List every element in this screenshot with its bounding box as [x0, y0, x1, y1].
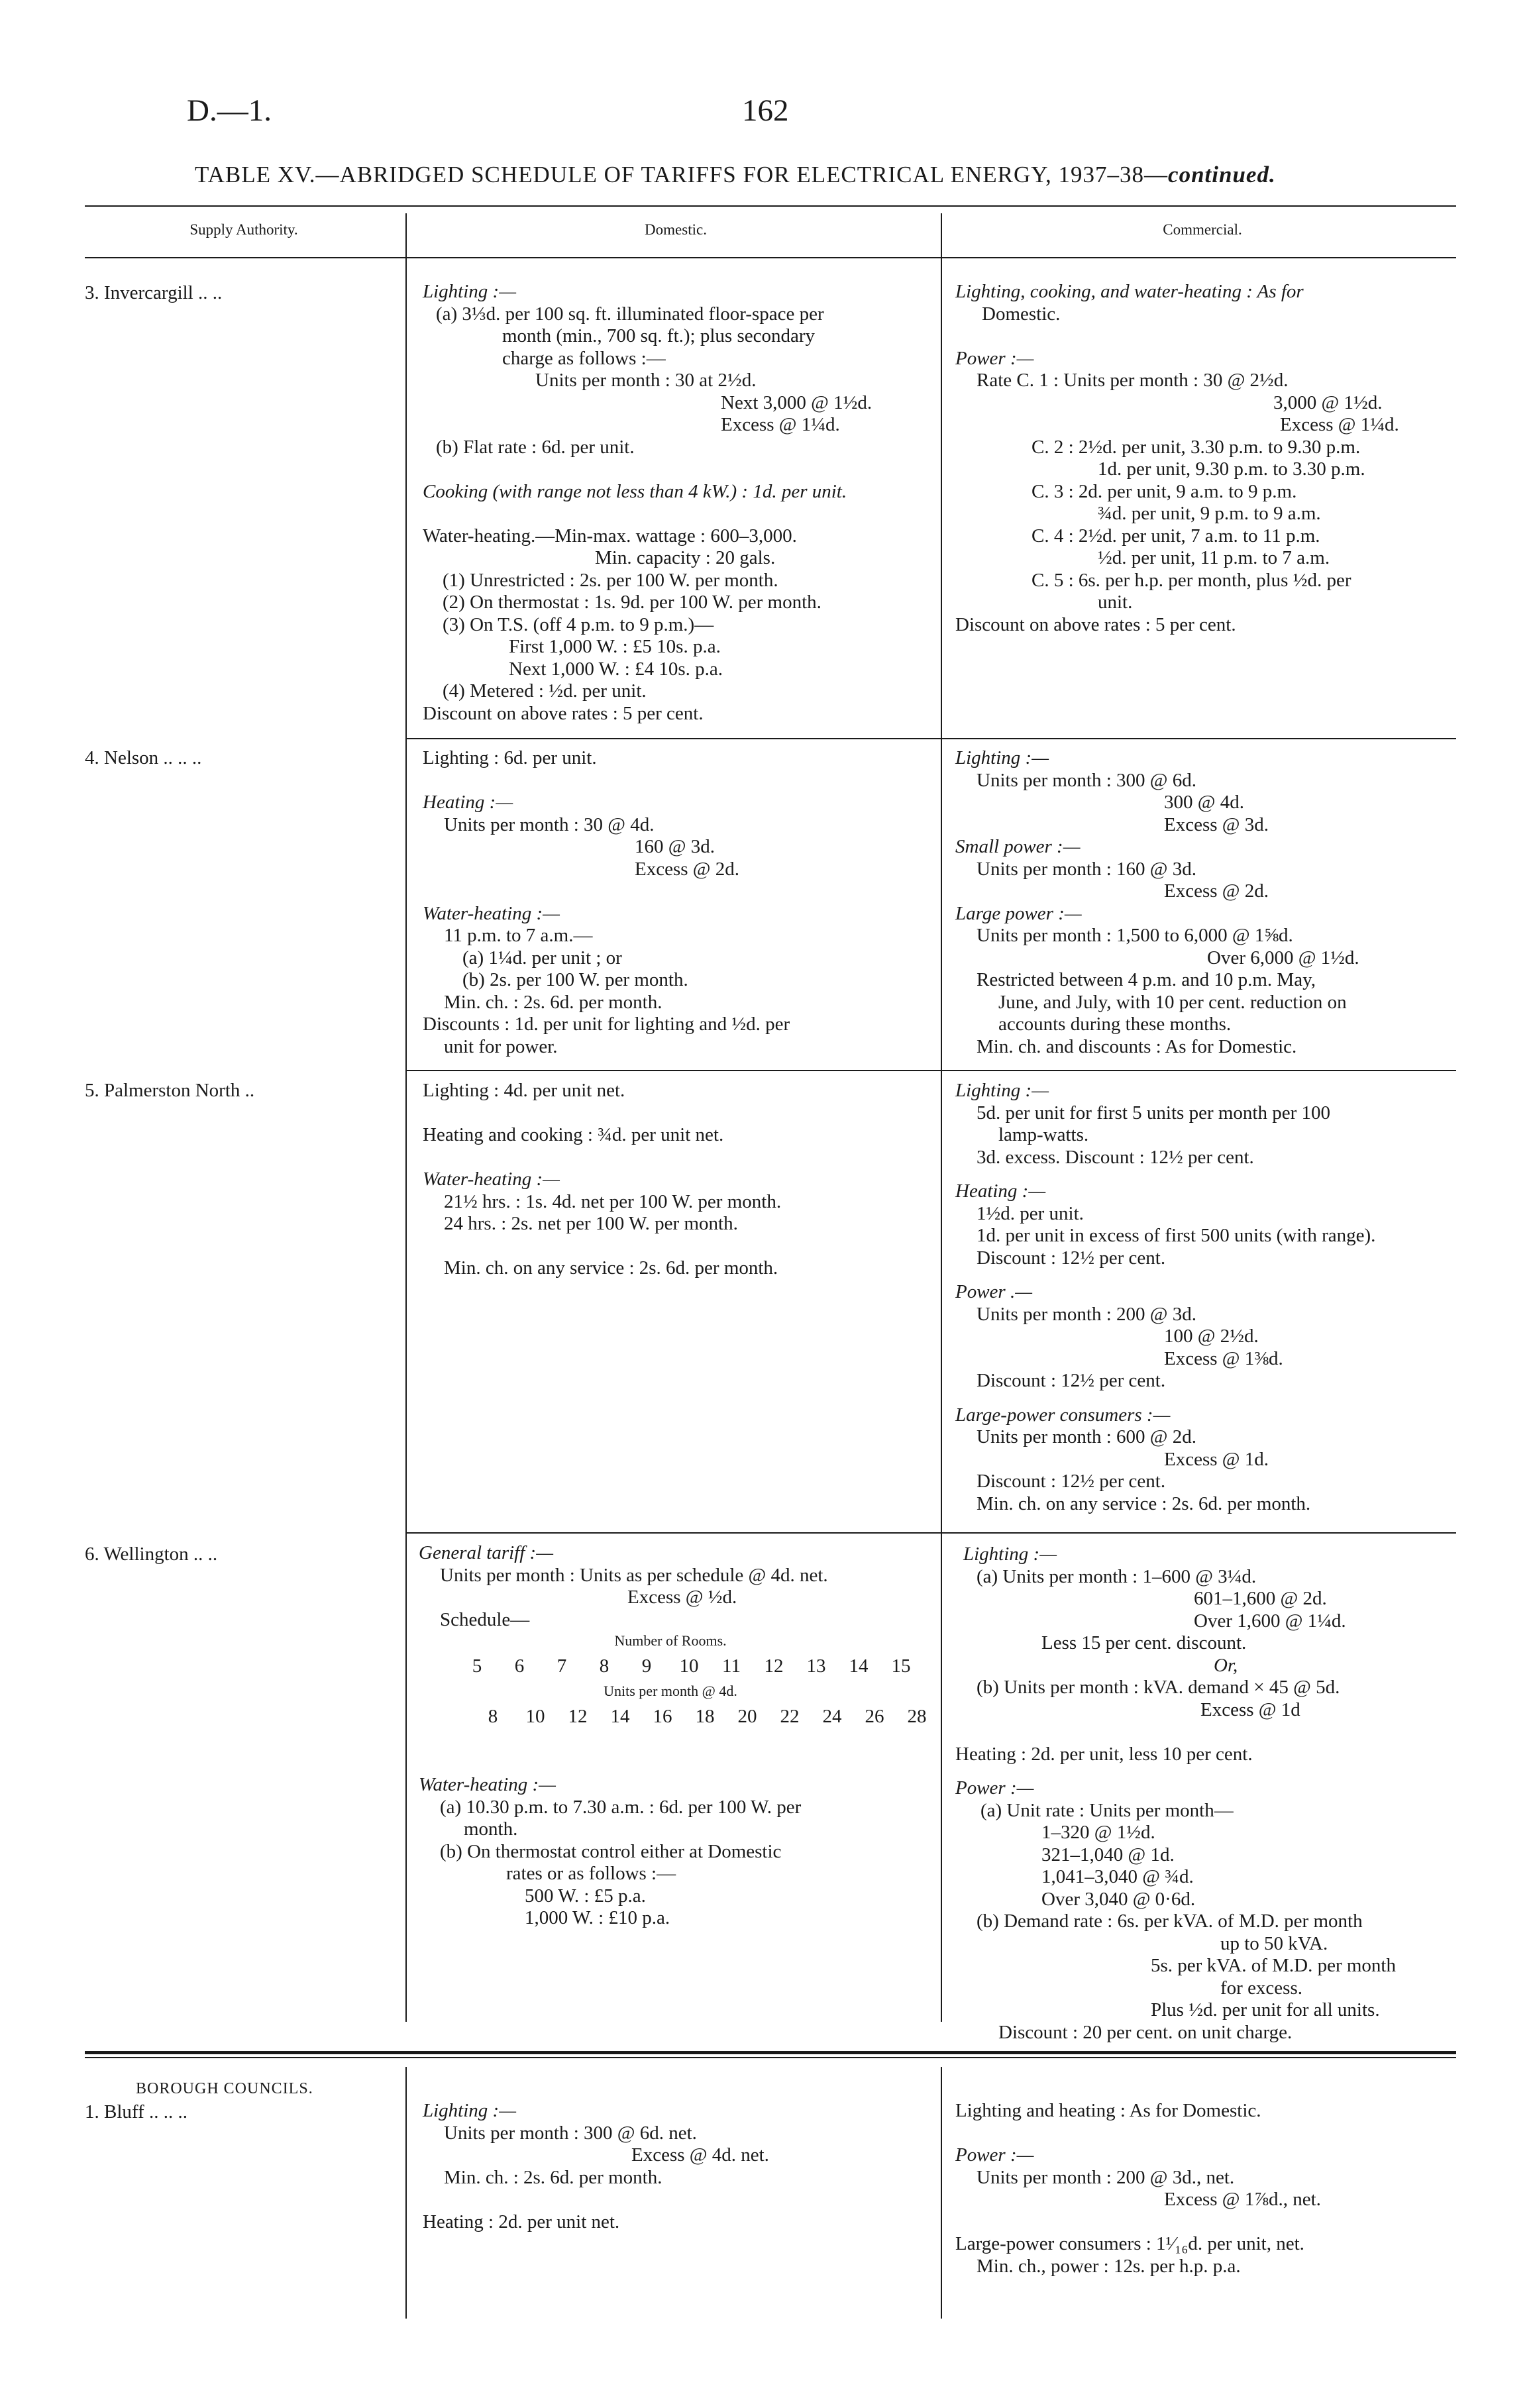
- text-line: Units per month : 160 @ 3d.: [977, 858, 1196, 880]
- text-line: Heating :—: [423, 792, 513, 813]
- text-line: Heating :—: [955, 1180, 1046, 1202]
- text-line: month.: [464, 1818, 518, 1840]
- section-rule-thick: [85, 2051, 1456, 2054]
- text-line: (b) Units per month : kVA. demand × 45 @ 5d.: [977, 1677, 1340, 1698]
- text-line: Lighting : 4d. per unit net.: [423, 1080, 625, 1101]
- text-line: 5d. per unit for first 5 units per month per 100: [977, 1102, 1330, 1124]
- text-line: Excess @ 2d.: [635, 858, 739, 880]
- commercial-palmerston-north: [955, 1080, 1375, 1515]
- text-line: Lighting :—: [423, 2100, 516, 2121]
- spacer: [955, 1269, 1375, 1281]
- text-line: Discount : 20 per cent. on unit charge.: [998, 2021, 1293, 2043]
- title-rule: [85, 205, 1456, 207]
- text-line: (a) Units per month : 1–600 @ 3¼d.: [977, 1565, 1257, 1587]
- text-line: Large-power consumers : 1¹⁄₁₆d. per unit, net.: [955, 2233, 1304, 2254]
- text-line: unit for power.: [444, 1035, 558, 1057]
- table-title-main: TABLE XV.—ABRIDGED SCHEDULE OF TARIFFS FOR ELECTRICAL ENERGY, 1937–38—: [195, 162, 1169, 187]
- text-line: 500 W. : £5 p.a.: [525, 1885, 646, 1907]
- text-line: Units per month : 300 @ 6d. net.: [444, 2122, 697, 2144]
- text-line: Excess @ 1⅞d., net.: [1164, 2189, 1321, 2210]
- text-line: Discount : 12½ per cent.: [977, 1471, 1166, 1492]
- schedule-cell: 20: [737, 1706, 757, 1727]
- spacer: [423, 1147, 781, 1169]
- spacer: [423, 880, 790, 903]
- text-line: Power .—: [955, 1281, 1032, 1302]
- text-line: Units per month : 600 @ 2d.: [977, 1426, 1196, 1447]
- text-line: 1d. per unit in excess of first 500 units (with range).: [977, 1225, 1376, 1246]
- text-line: for excess.: [1220, 1977, 1303, 1999]
- rooms-row: [457, 1651, 921, 1681]
- schedule-cell: 14: [610, 1706, 630, 1727]
- text-line: Min. capacity : 20 gals.: [595, 547, 776, 568]
- text-line: Schedule—: [440, 1608, 530, 1630]
- text-line: Lighting :—: [963, 1544, 1057, 1565]
- domestic-nelson: [423, 747, 790, 1058]
- row-rule-1: [407, 738, 1456, 739]
- text-line: Next 1,000 W. : £4 10s. p.a.: [509, 658, 723, 680]
- text-line: 321–1,040 @ 1d.: [1041, 1844, 1175, 1865]
- text-line: Min. ch. : 2s. 6d. per month.: [444, 2166, 662, 2188]
- text-line: (b) Flat rate : 6d. per unit.: [436, 436, 635, 458]
- schedule-cell: 7: [556, 1655, 567, 1677]
- row-rule-2: [407, 1070, 1456, 1071]
- column-rule-right-borough: [941, 2067, 942, 2319]
- spacer: [955, 2211, 1321, 2234]
- text-line: Excess @ 1¼d.: [1280, 414, 1399, 435]
- text-line: June, and July, with 10 per cent. reduction on: [998, 991, 1347, 1013]
- text-line: Plus ½d. per unit for all units.: [1151, 1999, 1380, 2020]
- text-line: Discount on above rates : 5 per cent.: [423, 702, 704, 724]
- text-line: Min. ch. : 2s. 6d. per month.: [444, 991, 662, 1013]
- text-line: Units per month : 30 @ 4d.: [444, 813, 655, 835]
- spacer: [955, 1169, 1375, 1180]
- text-line: Units per month : 30 at 2½d.: [535, 370, 757, 391]
- column-header-rule: [85, 257, 1456, 258]
- text-line: Units per month : 200 @ 3d., net.: [977, 2166, 1235, 2188]
- column-header-supply: Supply Authority.: [189, 221, 298, 238]
- text-line: 100 @ 2½d.: [1164, 1326, 1259, 1347]
- schedule-cell: 10: [525, 1706, 545, 1727]
- table-title-continued: continued.: [1168, 162, 1276, 187]
- text-line: Excess @ 2d.: [1164, 880, 1269, 902]
- text-line: 300 @ 4d.: [1164, 792, 1244, 813]
- text-line: Restricted between 4 p.m. and 10 p.m. May,: [977, 969, 1316, 990]
- text-line: Discount on above rates : 5 per cent.: [955, 613, 1236, 635]
- schedule-cell: 11: [722, 1655, 741, 1677]
- text-line: (a) Unit rate : Units per month—: [980, 1799, 1234, 1821]
- text-line: up to 50 kVA.: [1220, 1932, 1328, 1954]
- text-line: Discounts : 1d. per unit for lighting and ½d. per: [423, 1014, 790, 1035]
- schedule-cell: 24: [822, 1706, 842, 1727]
- text-line: 3d. excess. Discount : 12½ per cent.: [977, 1146, 1254, 1168]
- text-line: 1,000 W. : £10 p.a.: [525, 1907, 670, 1928]
- text-line: Discount : 12½ per cent.: [977, 1247, 1166, 1269]
- table-title: [195, 162, 1367, 188]
- text-line: Less 15 per cent. discount.: [1041, 1632, 1247, 1653]
- text-line: Water-heating :—: [423, 1169, 560, 1190]
- text-line: Excess @ 1¼d.: [721, 414, 840, 435]
- text-line: Units per month : 1,500 to 6,000 @ 1⅝d.: [977, 925, 1293, 946]
- text-line: (a) 10.30 p.m. to 7.30 a.m. : 6d. per 100 W. per: [440, 1796, 802, 1818]
- text-line: lamp-watts.: [998, 1124, 1089, 1145]
- text-line: Heating and cooking : ¾d. per unit net.: [423, 1124, 724, 1145]
- authority-bluff: 1. Bluff .. .. ..: [85, 2101, 187, 2122]
- spacer: [955, 1765, 1396, 1777]
- text-line: unit.: [1098, 592, 1133, 613]
- spacer: [955, 1721, 1396, 1744]
- text-line: Units per month : 300 @ 6d.: [977, 769, 1196, 791]
- spacer: [955, 325, 1399, 348]
- spacer: [423, 503, 872, 525]
- column-rule-left-borough: [405, 2067, 407, 2319]
- text-line: Over 1,600 @ 1¼d.: [1194, 1610, 1346, 1632]
- text-line: Heating : 2d. per unit, less 10 per cent.: [955, 1743, 1253, 1765]
- schedule-cell: 16: [653, 1706, 672, 1727]
- text-line: Excess @ 1⅜d.: [1164, 1347, 1283, 1369]
- commercial-bluff: [955, 2100, 1321, 2277]
- text-line: Heating : 2d. per unit net.: [423, 2211, 620, 2232]
- text-line: accounts during these months.: [998, 1014, 1232, 1035]
- document-code: D.—1.: [187, 93, 272, 128]
- text-line: (b) 2s. per 100 W. per month.: [462, 969, 688, 990]
- text-line: Cooking (with range not less than 4 kW.) : 1d. per unit.: [423, 480, 847, 502]
- text-line: Units per month : Units as per schedule @ 4d. net.: [440, 1564, 828, 1586]
- text-line: Excess @ 4d. net.: [631, 2144, 769, 2166]
- spacer: [423, 1102, 781, 1125]
- column-rule-left: [405, 213, 407, 2022]
- text-line: Lighting, cooking, and water-heating : As for: [955, 281, 1304, 302]
- text-line: Water-heating :—: [423, 902, 560, 924]
- text-line: Power :—: [955, 1777, 1034, 1799]
- text-line: Min. ch. and discounts : As for Domestic.: [977, 1035, 1297, 1057]
- text-line: charge as follows :—: [502, 347, 666, 369]
- commercial-nelson: [955, 747, 1359, 1058]
- text-line: 24 hrs. : 2s. net per 100 W. per month.: [444, 1213, 738, 1234]
- text-line: Next 3,000 @ 1½d.: [721, 392, 873, 413]
- text-line: 5s. per kVA. of M.D. per month: [1151, 1955, 1396, 1976]
- text-line: Min. ch. on any service : 2s. 6d. per month.: [444, 1257, 778, 1279]
- schedule-cell: 10: [679, 1655, 699, 1677]
- schedule-cell: 6: [514, 1655, 525, 1677]
- text-line: 1,041–3,040 @ ¾d.: [1041, 1866, 1194, 1887]
- domestic-palmerston-north: [423, 1080, 781, 1280]
- text-line: 11 p.m. to 7 a.m.—: [444, 925, 593, 946]
- text-line: Excess @ 1d.: [1164, 1448, 1269, 1470]
- text-line: (2) On thermostat : 1s. 9d. per 100 W. per month.: [443, 592, 821, 613]
- text-line: Water-heating :—: [419, 1774, 556, 1795]
- text-line: month (min., 700 sq. ft.); plus secondary: [502, 325, 816, 346]
- text-line: Excess @ 3d.: [1164, 813, 1269, 835]
- text-line: 160 @ 3d.: [635, 836, 715, 857]
- text-line: Large-power consumers :—: [955, 1404, 1171, 1426]
- spacer: [423, 2189, 769, 2211]
- text-line: Excess @ ½d.: [627, 1587, 737, 1608]
- text-line: C. 5 : 6s. per h.p. per month, plus ½d. per: [1032, 569, 1351, 591]
- text-line: ½d. per unit, 11 p.m. to 7 a.m.: [1098, 547, 1330, 568]
- authority-nelson: 4. Nelson .. .. ..: [85, 747, 202, 768]
- commercial-invercargill: [955, 281, 1399, 636]
- text-line: C. 2 : 2½d. per unit, 3.30 p.m. to 9.30 p.m.: [1032, 436, 1361, 458]
- text-line: Min. ch. on any service : 2s. 6d. per month.: [977, 1492, 1311, 1514]
- text-line: Or,: [1214, 1654, 1238, 1676]
- text-line: (b) On thermostat control either at Domestic: [440, 1840, 782, 1862]
- schedule-cell: 5: [472, 1655, 482, 1677]
- schedule-cell: 18: [695, 1706, 715, 1727]
- text-line: 1–320 @ 1½d.: [1041, 1822, 1155, 1843]
- text-line: Over 3,040 @ 0·6d.: [1041, 1888, 1196, 1910]
- row-rule-3: [407, 1532, 1456, 1534]
- domestic-bluff: [423, 2100, 769, 2233]
- schedule-cell: 13: [806, 1655, 826, 1677]
- text-line: C. 4 : 2½d. per unit, 7 a.m. to 11 p.m.: [1032, 525, 1320, 547]
- schedule-cell: 15: [891, 1655, 911, 1677]
- rooms-schedule: [419, 1631, 937, 1732]
- units-row: [473, 1701, 937, 1732]
- text-line: 3,000 @ 1½d.: [1273, 392, 1383, 413]
- text-line: Discount : 12½ per cent.: [977, 1370, 1166, 1391]
- schedule-cell: 9: [641, 1655, 652, 1677]
- text-line: (4) Metered : ½d. per unit.: [443, 680, 647, 702]
- text-line: (b) Demand rate : 6s. per kVA. of M.D. per month: [977, 1911, 1363, 1932]
- spacer: [955, 1392, 1375, 1404]
- text-line: Excess @ 1d: [1200, 1699, 1300, 1720]
- authority-palmerston-north: 5. Palmerston North ..: [85, 1080, 255, 1101]
- text-line: 21½ hrs. : 1s. 4d. net per 100 W. per month.: [444, 1190, 782, 1212]
- text-line: General tariff :—: [419, 1542, 553, 1563]
- domestic-wellington-tariff: [419, 1542, 828, 1631]
- text-line: rates or as follows :—: [506, 1863, 676, 1884]
- text-line: 1d. per unit, 9.30 p.m. to 3.30 p.m.: [1098, 458, 1365, 480]
- rooms-label: Number of Rooms.: [614, 1632, 727, 1649]
- text-line: Rate C. 1 : Units per month : 30 @ 2½d.: [977, 370, 1289, 391]
- text-line: Min. ch., power : 12s. per h.p. p.a.: [977, 2255, 1241, 2277]
- text-line: Power :—: [955, 347, 1034, 369]
- domestic-invercargill: [423, 281, 872, 725]
- text-line: ¾d. per unit, 9 p.m. to 9 a.m.: [1098, 503, 1321, 524]
- schedule-cell: 26: [865, 1706, 884, 1727]
- spacer: [423, 770, 790, 792]
- column-rule-right: [941, 213, 942, 2022]
- section-rule-thin: [85, 2057, 1456, 2058]
- text-line: Domestic.: [982, 303, 1061, 325]
- spacer: [423, 1235, 781, 1258]
- spacer: [423, 458, 872, 481]
- schedule-cell: 8: [488, 1706, 498, 1727]
- page-number: 162: [742, 93, 789, 128]
- text-line: Water-heating.—Min-max. wattage : 600–3,000.: [423, 525, 797, 547]
- borough-councils-heading: BOROUGH COUNCILS.: [136, 2080, 313, 2097]
- text-line: Lighting and heating : As for Domestic.: [955, 2100, 1261, 2121]
- text-line: Lighting :—: [955, 1080, 1049, 1101]
- schedule-cell: 12: [764, 1655, 784, 1677]
- commercial-wellington: [955, 1544, 1396, 2044]
- authority-wellington: 6. Wellington .. ..: [85, 1544, 218, 1565]
- units-label: Units per month @ 4d.: [604, 1683, 737, 1699]
- text-line: Power :—: [955, 2144, 1034, 2166]
- text-line: Over 6,000 @ 1½d.: [1207, 947, 1359, 968]
- schedule-cell: 8: [599, 1655, 609, 1677]
- schedule-cell: 22: [780, 1706, 800, 1727]
- text-line: C. 3 : 2d. per unit, 9 a.m. to 9 p.m.: [1032, 480, 1297, 502]
- text-line: (a) 3⅓d. per 100 sq. ft. illuminated floor-space per: [436, 303, 824, 325]
- text-line: Lighting :—: [423, 281, 516, 302]
- text-line: 601–1,600 @ 2d.: [1194, 1588, 1327, 1609]
- text-line: Small power :—: [955, 836, 1081, 857]
- authority-invercargill: 3. Invercargill .. ..: [85, 282, 223, 303]
- column-header-domestic: Domestic.: [645, 221, 707, 238]
- text-line: 1½d. per unit.: [977, 1202, 1084, 1224]
- spacer: [955, 2122, 1321, 2145]
- text-line: (a) 1¼d. per unit ; or: [462, 947, 622, 968]
- text-line: Lighting :—: [955, 747, 1049, 768]
- domestic-wellington-water: [419, 1774, 801, 1930]
- column-header-commercial: Commercial.: [1163, 221, 1242, 238]
- text-line: Large power :—: [955, 902, 1082, 924]
- text-line: Lighting : 6d. per unit.: [423, 747, 597, 768]
- text-line: (3) On T.S. (off 4 p.m. to 9 p.m.)—: [443, 613, 714, 635]
- schedule-cell: 14: [849, 1655, 869, 1677]
- schedule-cell: 12: [568, 1706, 588, 1727]
- text-line: Units per month : 200 @ 3d.: [977, 1303, 1196, 1325]
- text-line: First 1,000 W. : £5 10s. p.a.: [509, 636, 721, 657]
- schedule-cell: 28: [907, 1706, 927, 1727]
- text-line: (1) Unrestricted : 2s. per 100 W. per month.: [443, 569, 778, 591]
